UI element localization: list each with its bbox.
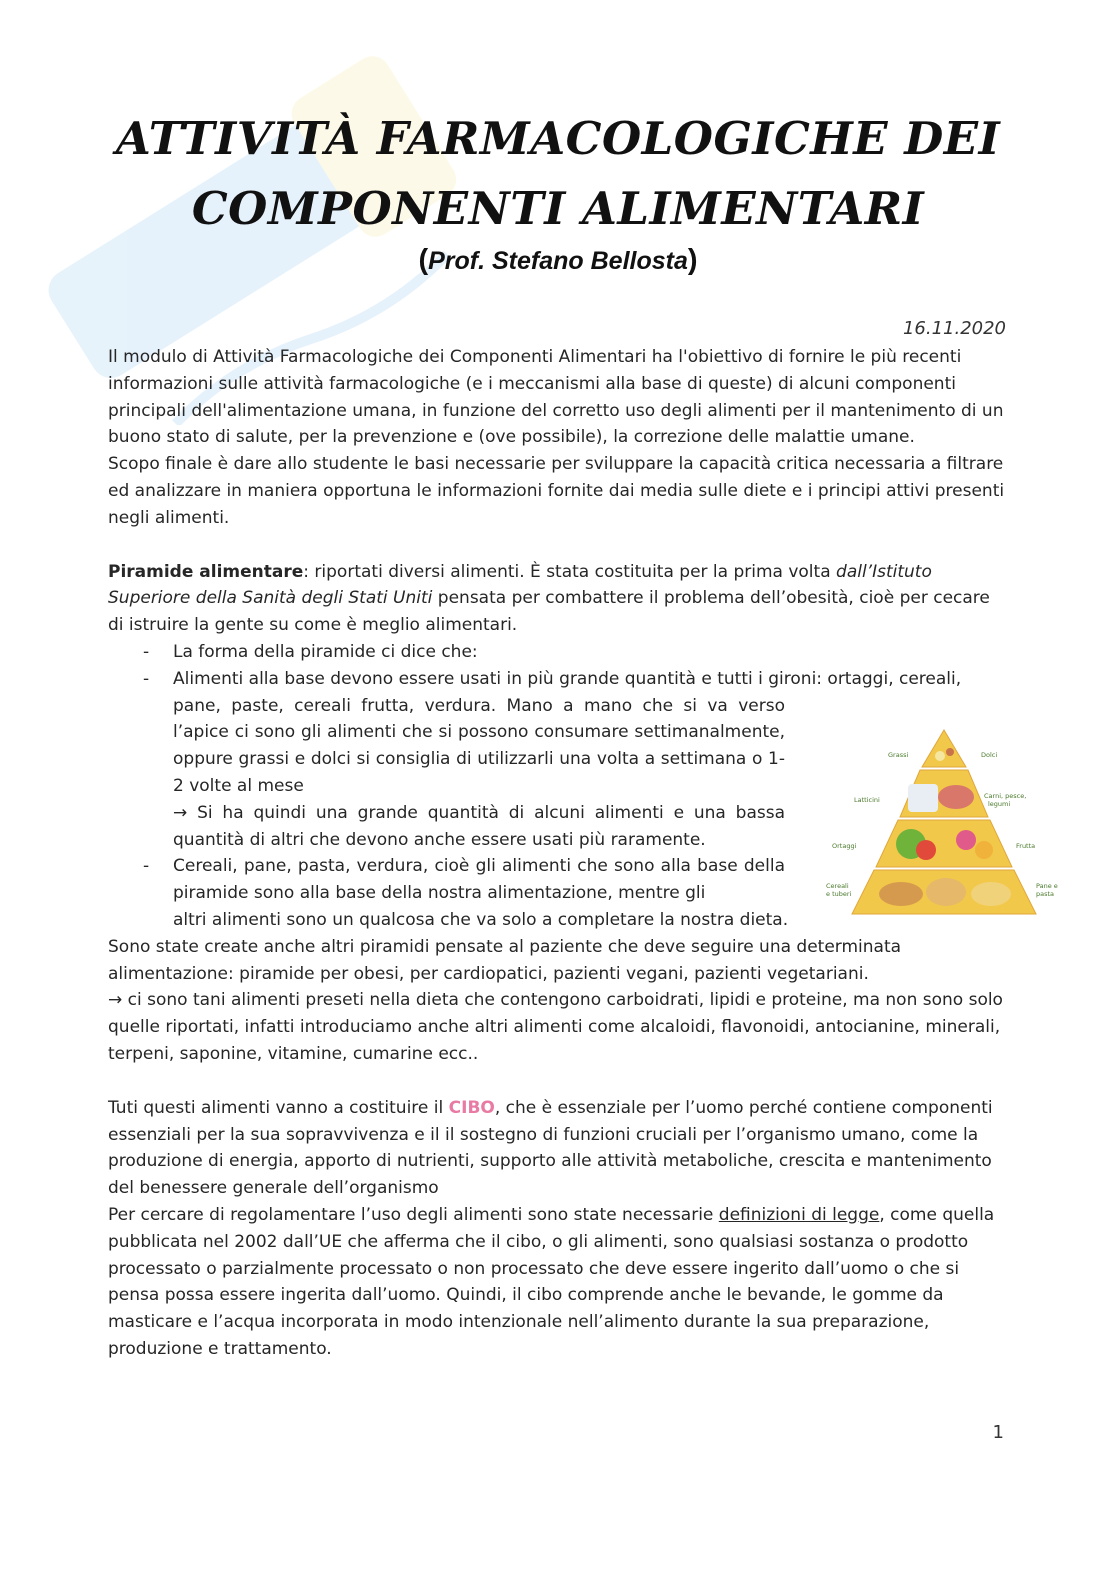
bullet-2-rest: pane, paste, cereali frutta, verdura. Mano a mano che si va verso l’apice ci sono gli alimenti che si possono consumare settimanalmente, oppure grassi e dolci si consiglia di utilizzarli una volta a settimana o 1-2 volte al mese: [173, 695, 785, 796]
pyramid-term: Piramide alimentare: [108, 561, 304, 582]
pyramid-label-pasta: pasta: [1036, 890, 1055, 898]
nutrients-text: ci sono tani alimenti preseti nella dieta che contengono carboidrati, lipidi e proteine, ma non sono solo quelle riportati, infatti introduciamo anche altri alimenti come alcaloidi, flavonoidi, antocianine, minerali, terpeni, saponine, vitamine, cumarine ecc..: [108, 990, 1003, 1064]
pyramid-label-cereali: Cereali: [826, 882, 849, 890]
title-line-2: COMPONENTI ALIMENTARI: [191, 182, 925, 235]
nutrients-paragraph: [108, 987, 1008, 1067]
open-paren: (: [418, 244, 429, 276]
document-date: 16.11.2020: [902, 318, 1006, 339]
food-pyramid-image: [826, 722, 1062, 918]
law-definitions-link: definizioni di legge: [718, 1204, 880, 1225]
intro-paragraph-2: Scopo finale è dare allo studente le basi necessarie per sviluppare la capacità critica necessaria a filtrare ed analizzare in maniera opportuna le informazioni fornite dai media sulle diete e i principi attivi presenti negli alimenti.: [108, 454, 1005, 528]
law-text-2: , come quella pubblicata nel 2002 dall’UE che afferma che il cibo, o gli alimenti, sono qualsiasi sostanza o prodotto processato o parzialmente processato o non processato che deve essere ingerito dall’uomo o che si pensa possa essere ingerita dall’uomo. Quindi, il cibo comprende anche le bevande, le gomme da masticare e l’acqua incorporata in modo intenzionale nell’alimento durante la sua preparazione, produzione e trattamento.: [108, 1204, 995, 1359]
bullet-2-line-1: - Alimenti alla base devono essere usati in più grande quantità e tutti i gironi: ortaggi, cereali,: [173, 668, 962, 689]
cibo-keyword: CIBO: [448, 1097, 495, 1118]
law-text-1: Per cercare di regolamentare l’uso degli alimenti sono state necessarie: [108, 1204, 719, 1225]
pyramid-label-latticini: Latticini: [854, 796, 880, 804]
arrow-icon: →: [173, 802, 188, 823]
pyramid-other-paragraph: Sono state create anche altri piramidi pensate al paziente che deve seguire una determinata alimentazione: piramide per obesi, per cardiopatici, pazienti vegani, pazienti vegetariani.: [108, 936, 902, 984]
pyramid-label-pane: Pane e: [1036, 882, 1058, 890]
pyramid-institute: dall’Istituto Superiore della Sanità degli Stati Uniti: [108, 561, 932, 609]
bullet-3-text: - Cereali, pane, pasta, verdura, cioè gli alimenti che sono alla base della piramide sono alla base della nostra alimentazione, mentre gli: [173, 856, 785, 904]
bullet-2-arrow-line: [173, 800, 785, 854]
arrow-icon: →: [108, 990, 123, 1011]
bullet-item: - La forma della piramide ci dice che:: [173, 639, 1008, 666]
law-paragraph: [108, 1202, 1008, 1363]
intro-paragraph-1: Il modulo di Attività Farmacologiche dei Componenti Alimentari ha l'obiettivo di fornire le più recenti informazioni sulle attività farmacologiche (e i meccanismi alla base di queste) di alcuni componenti principali dell'alimentazione umana, in funzione del corretto uso degli alimenti per il mantenimento di un buono stato di salute, per la prevenzione e (ove possibile), la correzione delle malattie umane.: [108, 347, 1004, 448]
pyramid-label-carni: Carni, pesce,: [984, 792, 1027, 800]
pyramid-label-legumi: legumi: [988, 800, 1011, 808]
pyramid-label-dolci: Dolci: [981, 751, 998, 759]
pyramid-label-tuberi: e tuberi: [826, 890, 852, 898]
title-line-1: ATTIVITÀ FARMACOLOGICHE DEI: [115, 112, 1001, 165]
bullet-2-arrow-text: Si ha quindi una grande quantità di alcuni alimenti e una bassa quantità di altri che devono anche essere usati più raramente.: [173, 802, 785, 850]
subtitle: [0, 244, 1116, 277]
close-paren: ): [687, 244, 698, 276]
pyramid-text-1: : riportati diversi alimenti. È stata costituita per la prima volta: [303, 561, 837, 582]
bullet-3-last-line: altri alimenti sono un qualcosa che va solo a completare la nostra dieta.: [173, 909, 789, 930]
professor-name: Prof. Stefano Bellosta: [428, 247, 688, 275]
cibo-text-1: Tuti questi alimenti vanno a costituire il: [108, 1097, 449, 1118]
pyramid-label-frutta: Frutta: [1016, 842, 1036, 850]
pyramid-paragraph: [108, 559, 1008, 639]
pyramid-label-grassi: Grassi: [888, 751, 909, 759]
cibo-paragraph: [108, 1095, 1008, 1202]
pyramid-label-ortaggi: Ortaggi: [832, 842, 857, 850]
cibo-text-2: , che è essenziale per l’uomo perché contiene componenti essenziali per la sua sopravvivenza e il il sostegno di funzioni cruciali per l’organismo umano, come la produzione di energia, apporto di nutrienti, supporto alle attività metaboliche, crescita e mantenimento del benessere generale dell’organismo: [108, 1097, 993, 1199]
pyramid-text-2: pensata per combattere il problema dell’obesità, cioè per cecare di istruire la gente su come è meglio alimentari.: [108, 588, 990, 636]
page-number: 1: [992, 1422, 1004, 1443]
